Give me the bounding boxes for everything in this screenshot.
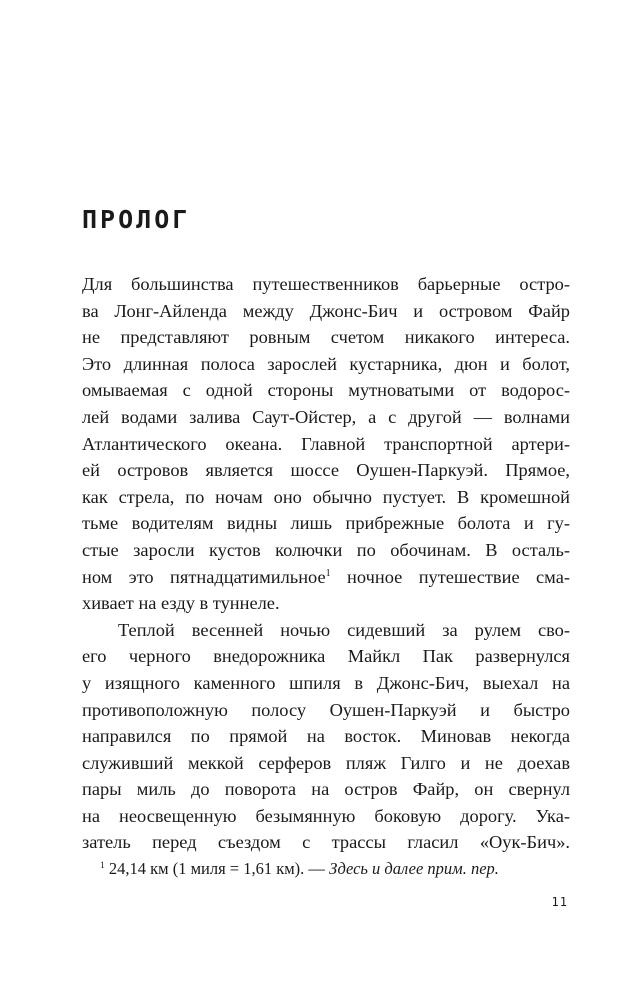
text-line: хивает на езду в туннеле. xyxy=(82,593,280,614)
body-text xyxy=(82,271,570,856)
footnote-reference[interactable]: 1 xyxy=(325,567,331,579)
text-line: затель перед съездом с трассы гласил «Оук-Бич». xyxy=(82,832,570,853)
text-line: омываемая с одной стороны мутноватыми от водорос- xyxy=(82,380,570,401)
text-fragment: ночное путешествие сма- xyxy=(330,566,570,587)
footnote-marker: 1 xyxy=(100,861,105,871)
text-line: противоположную полосу Оушен-Паркуэй и быстро xyxy=(82,699,570,720)
text-line-with-footnote xyxy=(82,564,570,591)
text-line: лей водами залива Саут-Ойстер, а с другой — волнами xyxy=(82,406,570,427)
text-line: на неосвещенную безымянную боковую дорогу. Ука- xyxy=(82,805,570,826)
text-line: Атлантического океана. Главной транспортной артери- xyxy=(82,433,570,454)
text-line: его черного внедорожника Майкл Пак развернулся xyxy=(82,646,570,667)
page-number: 11 xyxy=(551,895,568,909)
text-line: ва Лонг-Айленда между Джонс-Бич и островом Файр xyxy=(82,300,570,321)
text-line: направился по прямой на восток. Миновав некогда xyxy=(82,726,570,747)
chapter-title: ПРОЛОГ xyxy=(82,205,191,234)
text-line: Это длинная полоса зарослей кустарника, дюн и болот, xyxy=(82,353,570,374)
footnote-attribution: Здесь и далее прим. пер. xyxy=(329,859,499,878)
text-line: пары миль до поворота на остров Файр, он свернул xyxy=(82,779,570,800)
text-line: служивший меккой серферов пляж Гилго и не доехав xyxy=(82,752,570,773)
text-line: ей островов является шоссе Оушен-Паркуэй. Прямое, xyxy=(82,460,570,481)
text-line: у изящного каменного шпиля в Джонс-Бич, выехал на xyxy=(82,672,570,693)
footnote xyxy=(100,858,499,880)
text-line: Для большинства путешественников барьерные остро- xyxy=(82,274,570,294)
text-line: как стрела, по ночам оно обычно пустует. В кромешной xyxy=(82,486,570,507)
text-line: Теплой весенней ночью сидевший за рулем сво- xyxy=(118,619,570,640)
text-fragment: ном это пятнадцатимильное xyxy=(82,566,326,587)
text-line: не представляют ровным счетом никакого интереса. xyxy=(82,327,570,348)
text-line: стые заросли кустов колючки по обочинам. В осталь- xyxy=(82,539,570,560)
footnote-text: 24,14 км (1 миля = 1,61 км). — xyxy=(104,859,330,878)
text-line: тьме водителям видны лишь прибрежные болота и гу- xyxy=(82,513,570,534)
